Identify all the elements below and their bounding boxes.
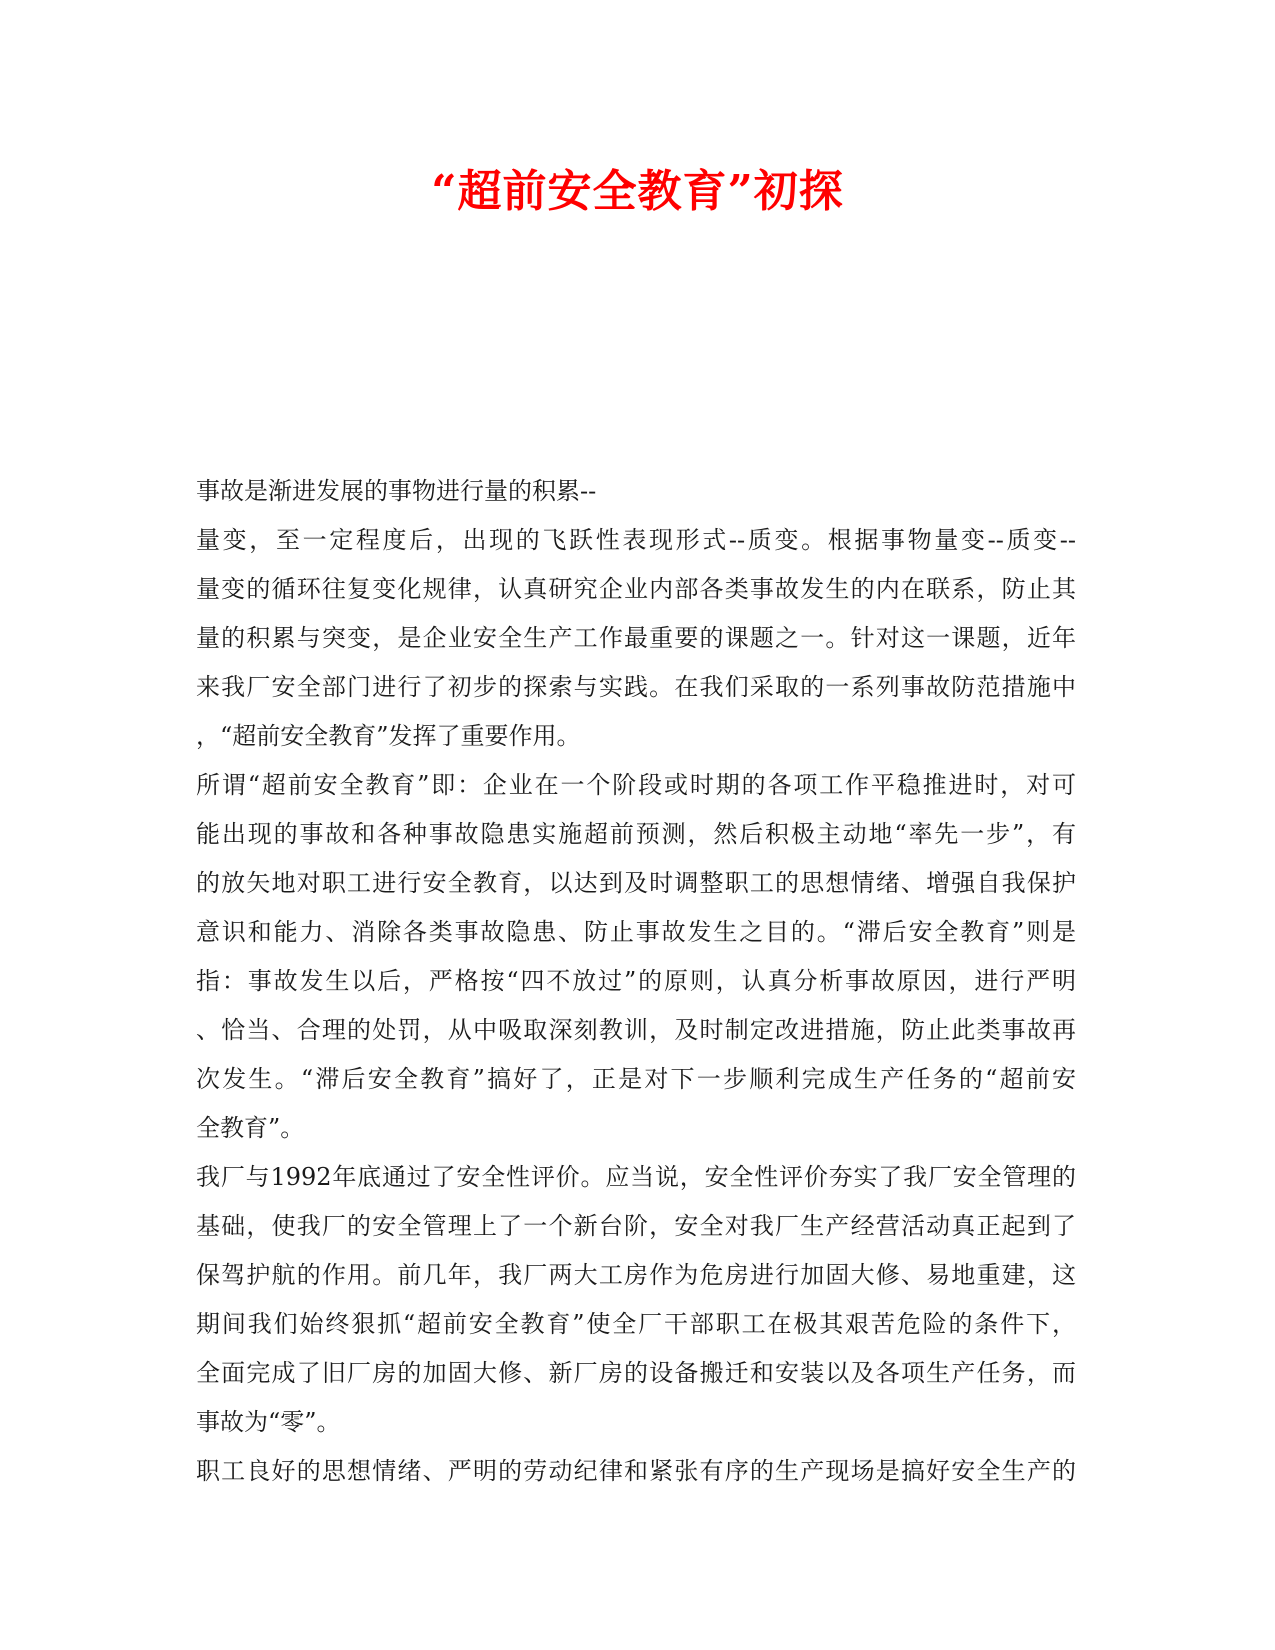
document-title: “超前安全教育”初探 (431, 166, 844, 217)
body-line: 次发生。“滞后安全教育”搞好了，正是对下一步顺利完成生产任务的“超前安 (196, 1065, 1076, 1093)
body-line: 来我厂安全部门进行了初步的探索与实践。在我们采取的一系列事故防范措施中 (196, 673, 1076, 701)
body-line: 事故为“零”。 (196, 1408, 341, 1436)
body-line: 能出现的事故和各种事故隐患实施超前预测，然后积极主动地“率先一步”，有 (196, 820, 1076, 848)
body-line: 量变的循环往复变化规律，认真研究企业内部各类事故发生的内在联系，防止其 (196, 575, 1076, 603)
body-line: 全面完成了旧厂房的加固大修、新厂房的设备搬迁和安装以及各项生产任务，而 (196, 1359, 1076, 1387)
body-line: 基础，使我厂的安全管理上了一个新台阶，安全对我厂生产经营活动真正起到了 (196, 1212, 1076, 1240)
body-line: 量变，至一定程度后，出现的飞跃性表现形式--质变。根据事物量变--质变-- (196, 526, 1076, 554)
body-line: 量的积累与突变，是企业安全生产工作最重要的课题之一。针对这一课题，近年 (196, 624, 1076, 652)
body-line: 全教育”。 (196, 1114, 305, 1142)
body-line: 意识和能力、消除各类事故隐患、防止事故发生之目的。“滞后安全教育”则是 (196, 918, 1076, 946)
body-line: 指：事故发生以后，严格按“四不放过”的原则，认真分析事故原因，进行严明 (196, 967, 1076, 995)
body-line: 职工良好的思想情绪、严明的劳动纪律和紧张有序的生产现场是搞好安全生产的 (196, 1457, 1076, 1485)
document-body (196, 467, 1076, 1496)
body-line: 事故是渐进发展的事物进行量的积累-- (196, 477, 597, 505)
body-line: ，“超前安全教育”发挥了重要作用。 (196, 722, 581, 750)
body-line: 的放矢地对职工进行安全教育，以达到及时调整职工的思想情绪、增强自我保护 (196, 869, 1076, 897)
body-line: 期间我们始终狠抓“超前安全教育”使全厂干部职工在极其艰苦危险的条件下， (196, 1310, 1076, 1338)
body-line: 所谓“超前安全教育”即：企业在一个阶段或时期的各项工作平稳推进时，对可 (196, 771, 1076, 799)
body-line: 、恰当、合理的处罚，从中吸取深刻教训，及时制定改进措施，防止此类事故再 (196, 1016, 1076, 1044)
body-line: 我厂与1992年底通过了安全性评价。应当说，安全性评价夯实了我厂安全管理的 (196, 1163, 1076, 1191)
body-line: 保驾护航的作用。前几年，我厂两大工房作为危房进行加固大修、易地重建，这 (196, 1261, 1076, 1289)
